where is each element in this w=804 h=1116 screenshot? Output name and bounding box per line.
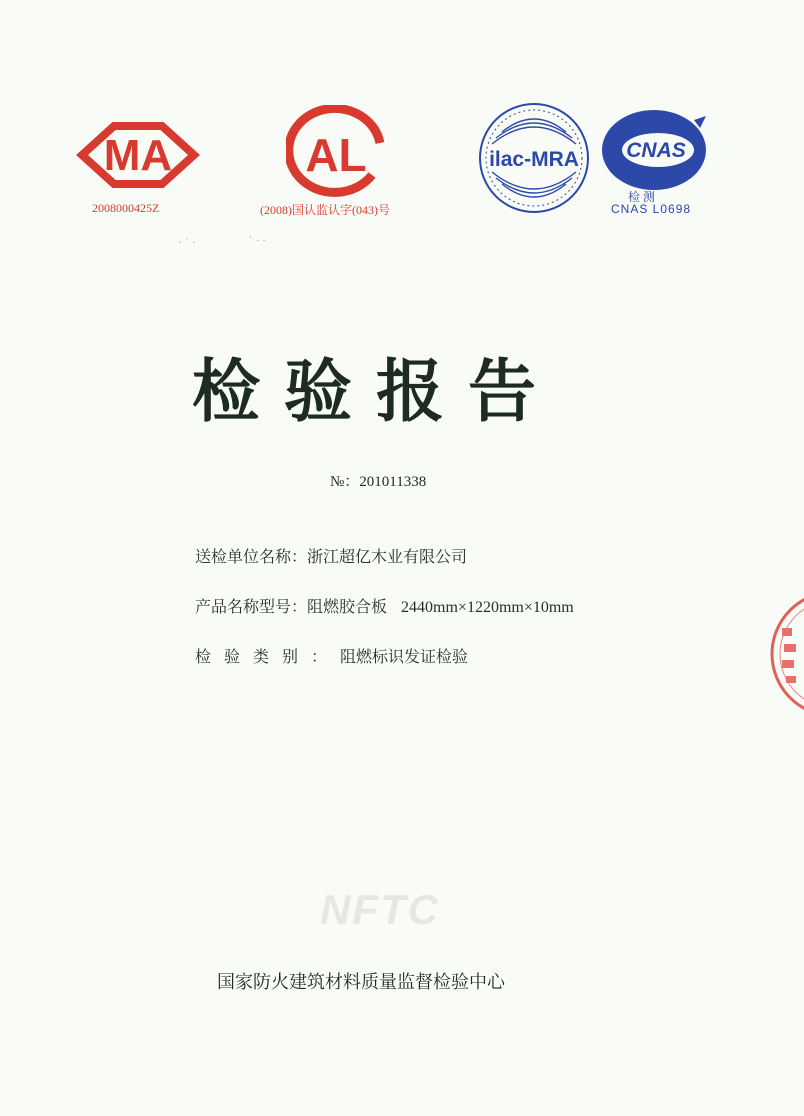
cal-logo — [286, 105, 390, 199]
cma-code: 2008000425Z — [92, 201, 160, 215]
cal-code: (2008)国认监认字(043)号 — [260, 203, 390, 217]
field-value: 阻燃胶合板 — [307, 597, 388, 616]
field-label: 产品名称型号： — [195, 597, 308, 616]
field-label: 检验类别： — [195, 647, 341, 666]
ilac-mra-logo — [476, 100, 592, 216]
cnas-logo — [598, 106, 710, 196]
report-number: №：201011338 — [330, 474, 427, 490]
report-title: 检验报告 — [192, 353, 561, 432]
cnas-code: CNAS L0698 — [611, 202, 692, 216]
scan-speck: · ˙ · — [178, 238, 196, 249]
scan-speck: ˙ · · — [248, 236, 266, 247]
field-label: 送检单位名称： — [195, 547, 308, 566]
field-spec: 2440mm×1220mm×10mm — [401, 599, 574, 616]
ilac-mra-text: ilac-MRA — [489, 148, 579, 171]
issuing-organization: 国家防火建筑材料质量监督检验中心 — [217, 972, 505, 993]
field-client — [195, 544, 467, 567]
cal-logo-text: AL — [305, 129, 367, 181]
cma-logo — [76, 120, 200, 190]
cnas-sub-label: 检 测 — [628, 190, 656, 204]
field-inspection-type — [195, 644, 468, 667]
cnas-logo-text: CNAS — [626, 139, 686, 162]
red-seal-stamp — [768, 588, 804, 728]
field-value: 浙江超亿木业有限公司 — [307, 547, 468, 566]
nftc-watermark: NFTC — [320, 886, 440, 933]
field-product — [195, 594, 574, 617]
field-value: 阻燃标识发证检验 — [340, 647, 469, 666]
cma-logo-text: MA — [103, 131, 173, 180]
